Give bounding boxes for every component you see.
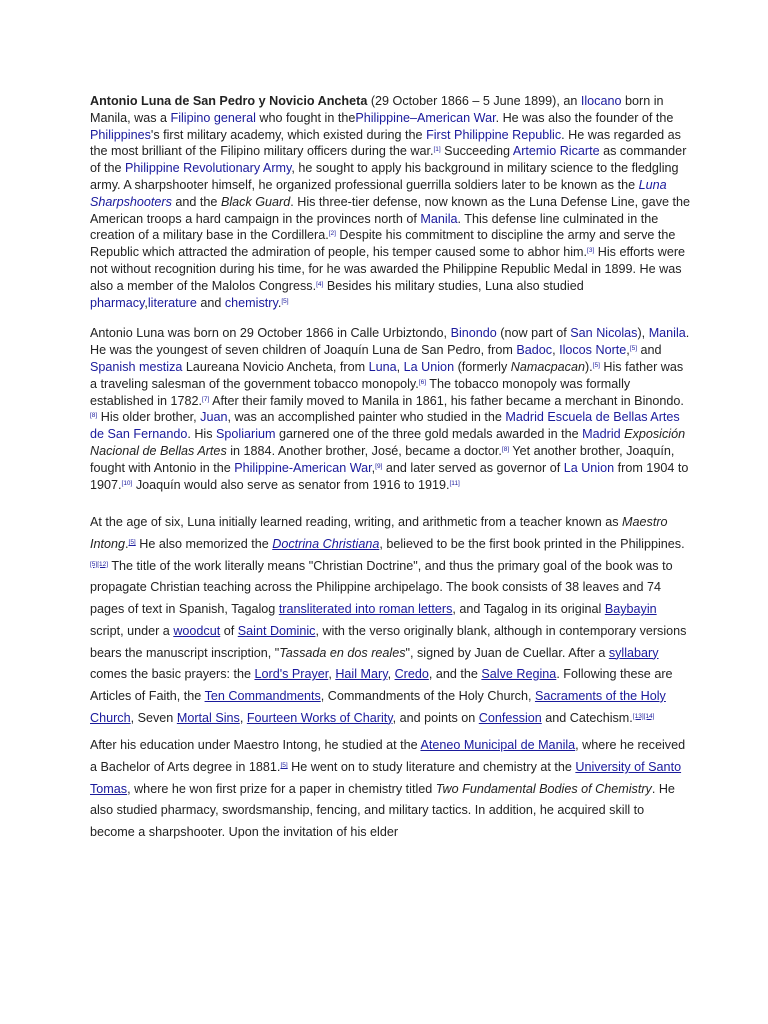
text-run: born in Manila, was a [90, 94, 664, 125]
citation-link[interactable]: [7] [202, 395, 210, 403]
text-run: , and the [428, 667, 482, 682]
link-la-union[interactable]: La Union [563, 460, 615, 475]
paragraph-early-life [90, 325, 690, 493]
article-body [90, 93, 690, 844]
citation-link[interactable]: [5] [280, 762, 288, 770]
link-salve-regina[interactable]: Salve Regina [481, 667, 557, 682]
link-manila[interactable]: Manila [420, 211, 458, 226]
text-run: His efforts were not without recognition during his time, for he was awarded the Philippine Republic Medal in 1899. He was also a member of the Malolos Congress. [90, 245, 686, 293]
text-run: and the [171, 194, 221, 209]
text-run: , and Tagalog in its original [452, 602, 605, 617]
text-run: . [277, 295, 282, 310]
text-run: Besides his military studies, Luna also studied [323, 278, 584, 293]
link-philippine-american-war[interactable]: Philippine-American War [234, 460, 372, 475]
text-run: , was an accomplished painter who studied in the [227, 410, 506, 425]
citation-link[interactable]: [8] [90, 412, 98, 420]
text-run: Joaquín would also serve as senator from 1916 to 1919. [132, 477, 450, 492]
italic-text: Exposición Nacional de Bellas Artes [90, 427, 686, 458]
link-baybayin[interactable]: Baybayin [604, 602, 657, 617]
link-general[interactable]: general [213, 110, 256, 125]
text-run: After his education under Maestro Intong, he studied at the [90, 738, 421, 753]
paragraph-education [90, 512, 690, 729]
text-run: His older brother, [97, 410, 201, 425]
citation-link[interactable]: [3] [587, 247, 595, 255]
citation-link[interactable]: [4] [316, 280, 324, 288]
link-spanish-mestiza[interactable]: Spanish mestiza [90, 359, 183, 374]
text-run: Yet another brother, Joaquín, fought with Antonio in the [90, 443, 675, 475]
text-run: , and points on [392, 710, 479, 725]
text-run: The tobacco monopoly was formally established in 1782. [90, 376, 631, 408]
text-run: and Catechism. [541, 710, 633, 725]
link-fourteen-works-of-charity[interactable]: Fourteen Works of Charity [246, 710, 393, 725]
citation-link[interactable]: [1] [433, 146, 441, 154]
citation-link[interactable]: [13][14] [632, 712, 655, 720]
link-mortal-sins[interactable]: Mortal Sins [176, 710, 240, 725]
citation [433, 146, 440, 153]
text-run: , where he won first prize for a paper in chemistry titled [127, 781, 436, 796]
text-run: He went on to study literature and chemistry at the [287, 760, 576, 775]
text-run: . This defense line culminated in the creation of a military base in the Cordillera. [90, 211, 659, 243]
italic-text: Black Guard [220, 194, 291, 209]
text-run: The title of the work literally means "Christian Doctrine", and thus the primary goal of the book was to propagate Christian teaching across the Philippine archipelago. The book consists of 38 leaves and 74 pages of text in Spanish, Tagalog [90, 558, 673, 617]
text-run: of [220, 623, 238, 638]
link-luna[interactable]: Luna [368, 359, 397, 374]
text-run: from 1904 to 1907. [90, 460, 689, 492]
citation-link[interactable]: [9] [375, 462, 383, 470]
bold-text: Antonio Luna de San Pedro y Novicio Ancheta [90, 94, 368, 108]
link-la-union[interactable]: La Union [403, 359, 455, 374]
text-run: comes the basic prayers: the [90, 667, 255, 682]
link-syllabary[interactable]: syllabary [608, 645, 659, 660]
italic-text: Maestro Intong [90, 515, 668, 552]
link-literature[interactable]: literature [147, 295, 197, 310]
link-juan[interactable]: Juan [200, 410, 228, 425]
link-philippine-revolutionary-army[interactable]: Philippine Revolutionary Army [125, 161, 292, 176]
citation-link[interactable]: [5][12] [90, 560, 109, 568]
text-run: ), [637, 326, 649, 341]
link-woodcut[interactable]: woodcut [173, 623, 221, 638]
citation [593, 362, 600, 369]
text-run: and [196, 295, 225, 310]
link-first-philippine-republic[interactable]: First Philippine Republic [426, 127, 562, 142]
text-run: . His [187, 427, 217, 442]
link-lord-s-prayer[interactable]: Lord's Prayer [254, 667, 329, 682]
link-madrid[interactable]: Madrid [582, 427, 621, 442]
text-run: . [125, 537, 129, 552]
text-run: Succeeding [440, 144, 513, 159]
link-san-nicolas[interactable]: San Nicolas [570, 326, 638, 341]
paragraph-intro [90, 93, 690, 311]
text-run: ", signed by Juan de Cuellar. After a [405, 645, 609, 660]
text-run: , believed to be the first book printed in the Philippines. [379, 537, 685, 552]
paragraph-university [90, 735, 690, 844]
link-filipino[interactable]: Filipino [170, 110, 211, 125]
text-run: 's first military academy, which existed during the [150, 127, 427, 142]
text-run: Laureana Novicio Ancheta, from [182, 359, 369, 374]
text-run: Despite his commitment to discipline the army and serve the Republic which attracted the admiration of people, his temper caused some to abhor him. [90, 228, 676, 260]
text-run: . He was the youngest of seven children of Joaquín Luna de San Pedro, from [90, 326, 690, 358]
link-manila[interactable]: Manila [648, 326, 686, 341]
link-ateneo-municipal-de-manila[interactable]: Ateneo Municipal de Manila [420, 738, 576, 753]
citation [329, 230, 336, 237]
citation-link[interactable]: [6] [418, 378, 427, 386]
citation [419, 379, 426, 386]
link-luna-sharpshooters[interactable]: Luna Sharpshooters [90, 177, 667, 209]
link-artemio-ricarte[interactable]: Artemio Ricarte [512, 144, 600, 159]
link-spoliarium[interactable]: Spoliarium [216, 427, 276, 442]
text-run: At the age of six, Luna initially learned reading, writing, and arithmetic from a teacher known as [90, 515, 623, 530]
text-run: in 1884. Another brother, José, became a doctor. [226, 443, 502, 458]
text-run: , Commandments of the Holy Church, [320, 688, 535, 703]
citation-link[interactable]: [5] [592, 361, 600, 369]
text-run: He also memorized the [135, 537, 273, 552]
text-run: and [637, 343, 662, 358]
link-philippine-american-war[interactable]: Philippine–American War [355, 110, 496, 125]
link-binondo[interactable]: Binondo [450, 326, 497, 341]
text-run: who fought in the [255, 110, 356, 125]
citation-link[interactable]: [10] [121, 479, 133, 487]
link-philippines[interactable]: Philippines [90, 127, 151, 142]
text-run: . He was regarded as the most brilliant of the Filipino military officers during the war. [90, 127, 681, 159]
citation-link[interactable]: [5] [281, 297, 289, 305]
link-pharmacy[interactable]: pharmacy [90, 295, 145, 310]
text-run: , Seven [130, 710, 177, 725]
link-confession[interactable]: Confession [478, 710, 542, 725]
text-run: After their family moved to Manila in 1861, his father became a merchant in Binondo. [209, 393, 684, 408]
text-run: , [371, 460, 376, 475]
text-run: , where he received a Bachelor of Arts degree in 1881. [90, 738, 686, 775]
citation-link[interactable]: [11] [449, 479, 460, 487]
text-run: , [626, 343, 630, 358]
citation-link[interactable]: [5] [128, 539, 136, 547]
text-run: garnered one of the three gold medals awarded in the [275, 427, 583, 442]
text-run: as commander of the [90, 144, 687, 176]
text-run: . His three-tier defense, now known as the Luna Defense Line, gave the American troops a hard campaign in the provinces north of [90, 194, 690, 226]
italic-text: Two Fundamental Bodies of Chemistry [435, 781, 652, 796]
link-transliterated-into-roman-letters[interactable]: transliterated into roman letters [278, 602, 453, 617]
text-run: ). [584, 359, 593, 374]
italic-text: Tassada en dos reales [279, 645, 406, 660]
text-run: . He also studied pharmacy, swordsmanship, fencing, and military tactics. In addition, he acquired skill to become a sharpshooter. Upon the invitation of his elder [90, 781, 675, 840]
citation-link[interactable]: [5] [629, 345, 638, 353]
italic-text: Namacpacan [510, 359, 585, 374]
citation-link[interactable]: [8] [501, 445, 510, 453]
citation [450, 480, 460, 487]
citation [281, 298, 288, 305]
citation [122, 480, 133, 487]
text-run: His father was a traveling salesman of the government tobacco monopoly. [90, 359, 684, 391]
link-university-of-santo-tomas[interactable]: University of Santo Tomas [90, 760, 682, 796]
link-saint-dominic[interactable]: Saint Dominic [237, 623, 316, 638]
text-run: , [144, 295, 148, 310]
citation [280, 762, 287, 769]
citation [90, 561, 108, 568]
link-badoc[interactable]: Badoc [516, 343, 553, 358]
link-sacraments-of-the-holy-church[interactable]: Sacraments of the Holy Church [90, 688, 666, 725]
link-ilocos-norte[interactable]: Ilocos Norte [559, 343, 627, 358]
text-run: , [552, 343, 560, 358]
text-run: , [328, 667, 336, 682]
text-run: (formerly [454, 359, 511, 374]
citation [129, 539, 136, 546]
text-run: . He was also the founder of the [495, 110, 674, 125]
citation-link[interactable]: [2] [328, 230, 336, 238]
link-chemistry[interactable]: chemistry [224, 295, 278, 310]
link-ilocano[interactable]: Ilocano [580, 94, 622, 108]
link-madrid-escuela-de-bellas-artes-de-san-fernando[interactable]: Madrid Escuela de Bellas Artes de San Fernando [90, 410, 680, 442]
citation [633, 713, 655, 720]
link-doctrina-christiana[interactable]: Doctrina Christiana [272, 537, 380, 552]
text-run: script, under a [90, 623, 174, 638]
link-hail-mary[interactable]: Hail Mary [335, 667, 388, 682]
text-run: . Following these are Articles of Faith, the [90, 667, 673, 703]
text-run: , [387, 667, 395, 682]
text-run: (29 October 1866 – 5 June 1899), an [367, 94, 581, 108]
text-run: Antonio Luna was born on 29 October 1866 in Calle Urbiztondo, [90, 326, 451, 341]
text-run: and later served as governor of [382, 460, 564, 475]
text-run: , he sought to apply his background in military science to the fledgling army. A sharpshooter himself, he organized professional guerrilla soldiers later to be known as the [90, 161, 679, 192]
link-credo[interactable]: Credo [394, 667, 429, 682]
text-run: (now part of [496, 326, 571, 341]
text-run: , [396, 359, 404, 374]
text-run: , [239, 710, 247, 725]
text-run: , with the verso originally blank, although in contemporary versions bears the manuscript inscription, " [90, 623, 687, 660]
citation [630, 345, 637, 352]
link-ten-commandments[interactable]: Ten Commandments [204, 688, 321, 703]
